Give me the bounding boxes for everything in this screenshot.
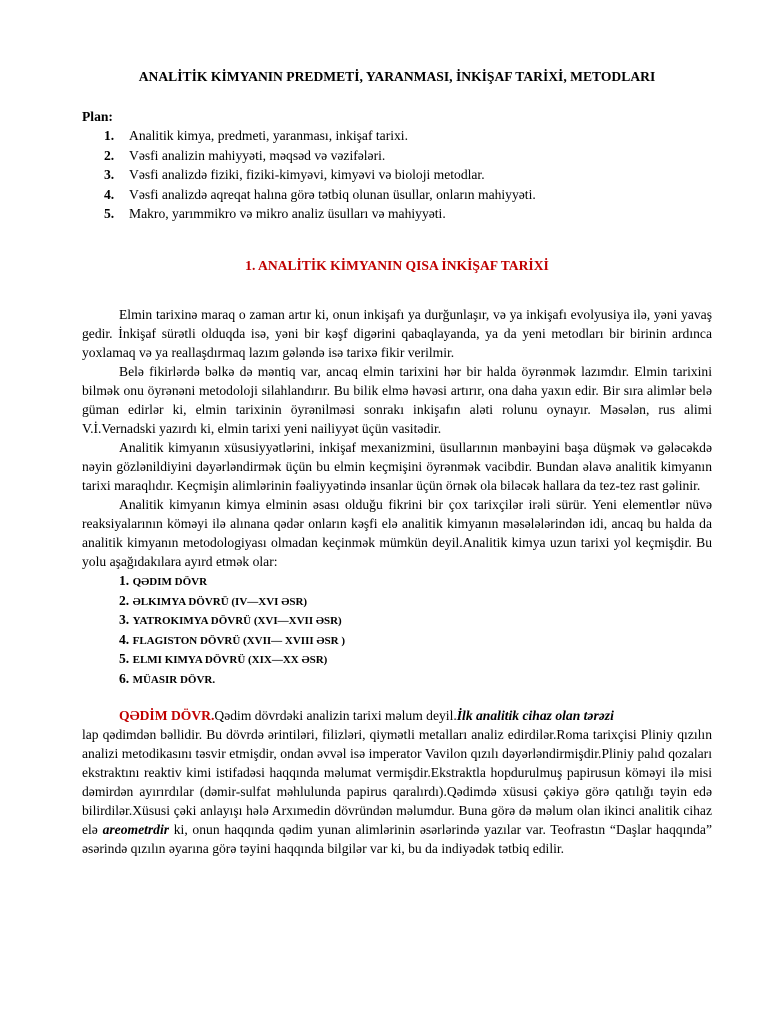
period-label: FLAGISTON DÖVRÜ (XVII— XVIII ƏSR ) [132, 634, 345, 647]
section-title: 1. ANALİTİK KİMYANIN QISA İNKİŞAF TARİXİ [245, 258, 549, 273]
period-label: ƏLKIMYA DÖVRÜ (IV—XVI ƏSR) [132, 595, 308, 608]
ancient-period-paragraph [82, 706, 712, 725]
ancient-body-text: lap qədimdən bəllidir. Bu dövrdə ərintiləri, filizləri, qiymətli metalları analiz edirdilər.Roma tarixçisi Pliniy qızılın analizi metodikasını təsvir etmişdir, ondan əvvəl isə imperator Vavilon qızılı dəyərləndirmişdir.Pliniy palıd qozaları ekstraktını reaktiv kimi istifadəsi haqqında məlumat vermişdir.Ekstraktla hopdurulmuş papirusun köməyi ilə misi dəmirdən ayırırdılar (dəmir-sulfat məhlulunda papirus qaralırdı).Qədimdə xüsusi çəkiyə görə qatılığı təyin edə bilirdilər.Xüsusi çəki anlayışı hələ Arxımedin dövründən məlumdur. Buna görə də məlum olan ikinci analitik cihaz elə [82, 727, 712, 837]
period-item [119, 571, 712, 591]
plan-item-text: Analitik kimya, predmeti, yaranması, inkişaf tarixi. [129, 128, 408, 143]
period-label: ELMI KIMYA DÖVRÜ (XIX—XX ƏSR) [132, 654, 328, 666]
spacer [82, 688, 712, 706]
plan-item-text: Vəsfi analizdə aqreqat halına görə tətbiq olunan üsullar, onların mahiyyəti. [129, 186, 536, 202]
plan-item-number: 3. [104, 167, 115, 182]
period-number: 5. [119, 651, 130, 666]
plan-item [104, 126, 704, 146]
period-item [119, 669, 712, 689]
period-number: 1. [119, 573, 130, 588]
plan-item-number: 5. [104, 206, 115, 221]
plan-item-number: 2. [104, 147, 115, 163]
period-number: 6. [119, 670, 130, 686]
period-number: 3. [119, 612, 130, 627]
period-list [82, 571, 712, 688]
ancient-lead-text: Qədim dövrdəki analizin tarixi məlum deyil. [214, 708, 457, 723]
plan-item-text: Vəsfi analizin mahiyyəti, məqsəd və vəzifələri. [129, 147, 386, 163]
heading-dot: . [210, 708, 215, 723]
plan-item-text: Vəsfi analizdə fiziki, fiziki-kimyəvi, kimyəvi və bioloji metodlar. [129, 167, 485, 182]
ancient-period-heading: QƏDİM DÖVR [119, 708, 211, 723]
plan-item-number: 4. [104, 186, 115, 202]
period-number: 4. [119, 631, 130, 647]
plan-item-text: Makro, yarımmikro və mikro analiz üsulları və mahiyyəti. [129, 206, 446, 221]
paragraph: Belə fikirlərdə bəlkə də məntiq var, ancaq elmin tarixini hər bir halda öyrənmək lazımdır. Elmin tarixini bilmək onu öyrənəni metodoloji silahlandırır. Bu bilik elmə həvəsi artırır, ona daha yaxın edir. Bir sıra alimlər belə güman edirlər ki, elmin tarixinin öyrənilməsi sonrakı inkişafın aləti rolunu oynayır. Məsələn, rus alimi V.İ.Vernadski yazırdı ki, elmin tarixi yeni nailiyyət üçün vasitədir. [82, 364, 712, 436]
paragraph: Analitik kimyanın xüsusiyyətlərini, inkişaf mexanizmini, üsullarının mənbəyini başa düşmək və gələcəkdə nəyin gözlənildiyini dəyərləndirmək üçün bu elmin keçmişini öyrənmək vacibdir. Bundan əlavə analitik kimyanın tarixi maraqlıdır. Keçmişin alimlərinin fəaliyyətində insanlar üçün örnək ola biləcək hallara da tez-tez rast gəlinir. [82, 440, 712, 493]
plan-item [104, 165, 704, 185]
ancient-body-text-end: ki, onun haqqında qədim yunan alimlərinin əsərlərində yazılar var. Teofrastın “Daşlar haqqında” əsərində qızılın əyarına görə təyini haqqında bilgilər var ki, bu da indiyədək tətbiq edilir. [82, 822, 713, 856]
period-item [119, 630, 712, 650]
plan-item [104, 146, 704, 166]
body-text [82, 305, 712, 858]
paragraph: Elmin tarixinə maraq o zaman artır ki, onun inkişafı ya durğunlaşır, və ya inkişafı evolyusiya ilə, yəni yavaş gedir. İnkişaf sürətli olduqda isə, yəni bir kəşf digərini qabaqlayanda, ya da yeni metodları bir birinin ardınca yoxlamaq və ya reallaşdırmaq lazım gələndə isə tarixə fikir verilmir. [82, 307, 712, 360]
period-item [119, 610, 712, 630]
period-item [119, 591, 712, 611]
paragraph: Analitik kimyanın kimya elminin əsası olduğu fikrini bir çox tarixçilər irəli sürür. Yeni elementlər nüvə reaksiyalarının köməyi ilə alınana qədər onların kəşfi elə analitik kimyanın məsələlərindən idi, ancaq bu halda da analitik kimyanın metodologiyası olmadan keçinmək mümkün deyil.Analitik kimya uzun tarixi yol keçmişdir. Bu yolu aşağıdakılara ayırd etmək olar: [82, 497, 712, 569]
ancient-body-paragraph [82, 725, 712, 858]
ancient-emphasis-areometr: areometrdir [102, 822, 170, 837]
period-label: YATROKIMYA DÖVRÜ (XVI—XVII ƏSR) [132, 615, 342, 627]
plan-item [104, 185, 704, 205]
document-title: ANALİTİK KİMYANIN PREDMETİ, YARANMASI, İNKİŞAF TARİXİ, METODLARI [138, 69, 656, 84]
period-item [119, 649, 712, 669]
plan-list [104, 126, 704, 224]
period-label: MÜASIR DÖVR. [132, 673, 216, 686]
ancient-emphasis: İlk analitik cihaz olan tərəzi [456, 708, 614, 723]
period-label: QƏDIM DÖVR [132, 576, 208, 588]
plan-item-number: 1. [104, 128, 115, 143]
plan-label: Plan: [82, 109, 113, 124]
plan-item [104, 204, 704, 224]
period-number: 2. [119, 592, 130, 608]
